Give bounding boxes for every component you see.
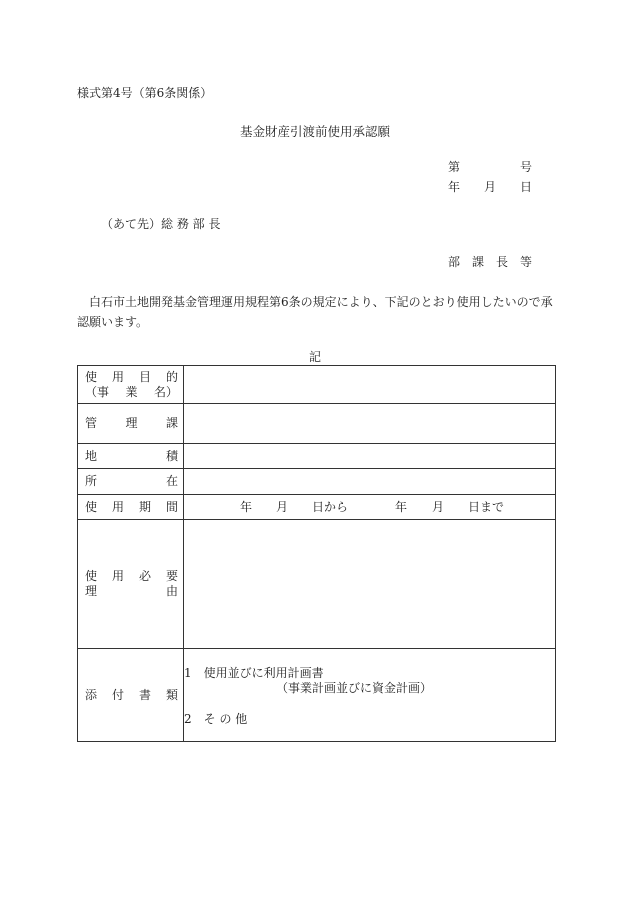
attachment-item-1: 1 使用並びに利用計画書 (184, 665, 324, 680)
value-reason[interactable] (184, 520, 556, 649)
period-from-day: 日から (312, 499, 349, 514)
document-number-line (448, 160, 532, 175)
request-table (77, 365, 556, 742)
date-year: 年 (448, 180, 461, 194)
period-to-month: 月 (432, 499, 445, 514)
row-attachments (78, 649, 556, 742)
addressee: （あて先）総 務 部 長 (101, 217, 221, 231)
sender-char-2: 課 (471, 255, 484, 269)
label-location: 所 在 (78, 469, 184, 495)
value-area[interactable] (184, 444, 556, 469)
sender-char-3: 長 (495, 255, 508, 269)
period-from-month: 月 (276, 499, 289, 514)
period-from-year: 年 (240, 499, 253, 514)
document-date-line (448, 180, 532, 195)
label-reason: 使 用 必 要 理 由 (78, 520, 184, 649)
sender-char-1: 部 (448, 255, 461, 269)
value-location[interactable] (184, 469, 556, 495)
sender-line (448, 255, 532, 270)
ki-heading: 記 (308, 350, 321, 364)
label-purpose: 使 用 目 的 （事 業 名） (78, 366, 184, 404)
label-attachments: 添 付 書 類 (78, 649, 184, 742)
row-area (78, 444, 556, 469)
date-day: 日 (519, 180, 532, 194)
row-period (78, 495, 556, 520)
label-managing-section: 管 理 課 (78, 404, 184, 444)
doc-number-prefix: 第 (448, 160, 461, 174)
attachment-item-1-sub: （事業計画並びに資金計画） (276, 680, 433, 695)
period-to-day: 日まで (468, 499, 505, 514)
request-body: 白石市土地開発基金管理運用規程第6条の規定により、下記のとおり使用したいので承認願います。 (77, 295, 553, 329)
value-period[interactable] (184, 495, 556, 520)
date-month: 月 (483, 180, 496, 194)
row-reason (78, 520, 556, 649)
label-area: 地 積 (78, 444, 184, 469)
row-managing-section (78, 404, 556, 444)
period-to-year: 年 (395, 499, 408, 514)
value-attachments (184, 649, 556, 742)
row-location (78, 469, 556, 495)
value-purpose[interactable] (184, 366, 556, 404)
label-period: 使 用 期 間 (78, 495, 184, 520)
value-managing-section[interactable] (184, 404, 556, 444)
sender-char-4: 等 (519, 255, 532, 269)
attachment-item-2: 2 そ の 他 (184, 711, 248, 726)
row-purpose (78, 366, 556, 404)
document-title: 基金財産引渡前使用承認願 (239, 124, 390, 139)
form-number: 様式第4号（第6条関係） (77, 86, 213, 100)
doc-number-suffix: 号 (519, 160, 532, 174)
